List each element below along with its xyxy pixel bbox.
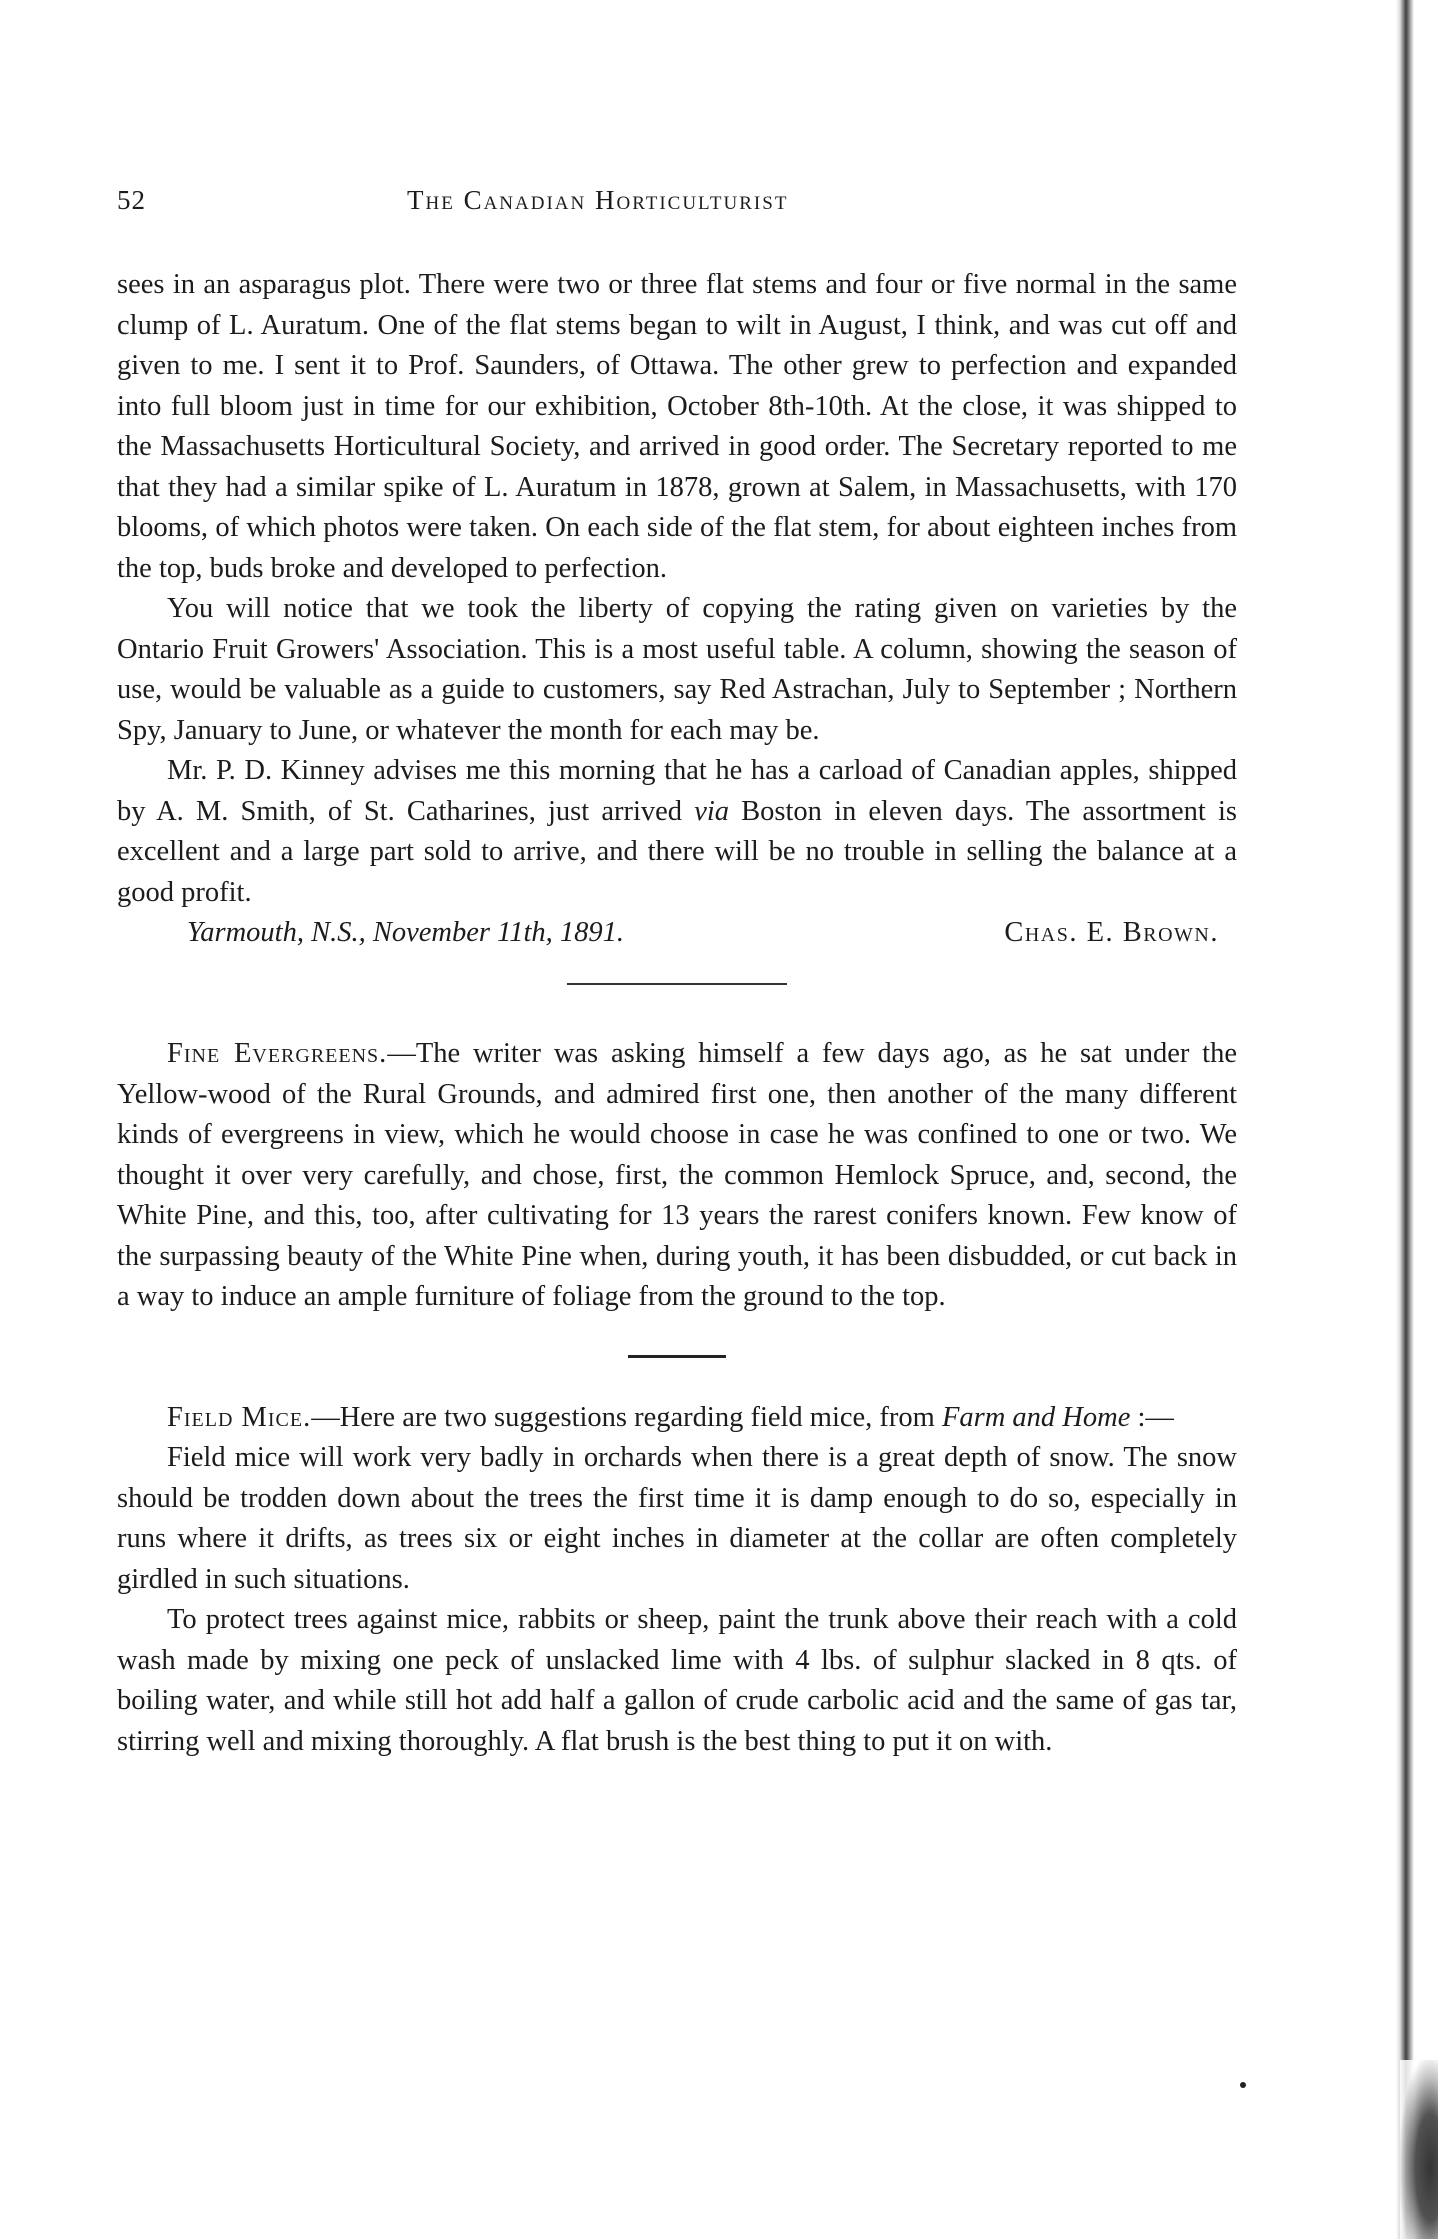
evergreens-paragraph — [117, 1034, 1237, 1318]
letter-paragraph-1: sees in an asparagus plot. There were two or three flat stems and four or five normal in the same clump of L. Auratum. One of the flat stems began to wilt in August, I think, and was cut off and given to me. I sent it to Prof. Saunders, of Ottawa. The other grew to perfection and expanded into full bloom just in time for our exhibition, October 8th-10th. At the close, it was shipped to the Massachusetts Horticultural Society, and arrived in good order. The Secretary reported to me that they had a similar spike of L. Auratum in 1878, grown at Salem, in Massachusetts, with 170 blooms, of which photos were taken. On each side of the flat stem, for about eighteen inches from the top, buds broke and developed to perfection. — [117, 269, 1237, 584]
field-mice-paragraph-2: To protect trees against mice, rabbits or sheep, paint the trunk above their reach with a cold wash made by mixing one peck of unslacked lime with 4 lbs. of sulphur slacked in 8 qts. of boiling water, and while still hot add half a gallon of crude carbolic acid and the same of gas tar, stirring well and mixing thoroughly. A flat brush is the best thing to put it on with. — [117, 1604, 1237, 1757]
via-word: via — [694, 795, 730, 827]
place-date: Yarmouth, N.S., November 11th, 1891. — [187, 917, 625, 948]
binding-edge — [1384, 0, 1444, 2239]
evergreens-text: —The writer was asking himself a few days ago, as he sat under the Yellow-wood of the Rural Grounds, and admired first one, then another of the many different kinds of evergreens in view, which he would choose in case he was confined to one or two. We thought it over very carefully, and chose, first, the common Hemlock Spruce, and, second, the White Pine, and this, too, after cultivating for 13 years the rarest conifers known. Few know of the surpassing beauty of the White Pine when, during youth, it has been disbudded, or cut back in a way to induce an ample furniture of foliage from the ground to the top. — [117, 1038, 1237, 1312]
scan-speck — [1240, 2082, 1246, 2088]
letter-paragraph-2: You will notice that we took the liberty of copying the rating given on varieties by the Ontario Fruit Growers' Association. This is a most useful table. A column, showing the season of use, would be valuable as a guide to customers, say Red Astrachan, July to September ; Northern Spy, January to June, or whatever the month for each may be. — [117, 593, 1237, 746]
letter-paragraph-3-end: Boston in eleven days. The assortment is excellent and a large part sold to arrive, and there will be no trouble in selling the balance at a good profit. — [117, 795, 1238, 908]
field-mice-intro-text: —Here are two suggestions regarding field mice, from — [311, 1401, 942, 1433]
article-body — [117, 265, 1237, 1762]
field-mice-intro — [117, 1398, 1237, 1439]
letter-paragraph-3-start: Mr. P. D. Kinney advises me this morning that he has a carload of Canadian apples, shipped by A. M. Smith, of St. Catharines, just arrived — [117, 755, 1237, 827]
letter-signature-line — [117, 913, 1237, 954]
running-title: The Canadian Horticulturist — [407, 185, 789, 215]
field-mice-intro-end: :— — [1130, 1401, 1174, 1433]
evergreens-heading: Fine Evergreens. — [167, 1038, 388, 1069]
section-divider-short — [628, 1355, 726, 1358]
section-divider — [567, 983, 787, 985]
field-mice-paragraph-1: Field mice will work very badly in orchards when there is a great depth of snow. The snow should be trodden down about the trees the first time it is damp enough to do so, especially in runs where it drifts, as trees six or eight inches in diameter at the collar are often completely girdled in such situations. — [117, 1442, 1237, 1595]
page-header — [117, 185, 1237, 225]
source-title: Farm and Home — [941, 1401, 1131, 1433]
field-mice-heading: Field Mice. — [167, 1401, 312, 1433]
page-number: 52 — [117, 185, 146, 215]
binding-shadow — [1400, 2060, 1438, 2239]
letter-paragraph-3 — [117, 751, 1237, 913]
signature-name: Chas. E. Brown. — [1004, 917, 1219, 948]
